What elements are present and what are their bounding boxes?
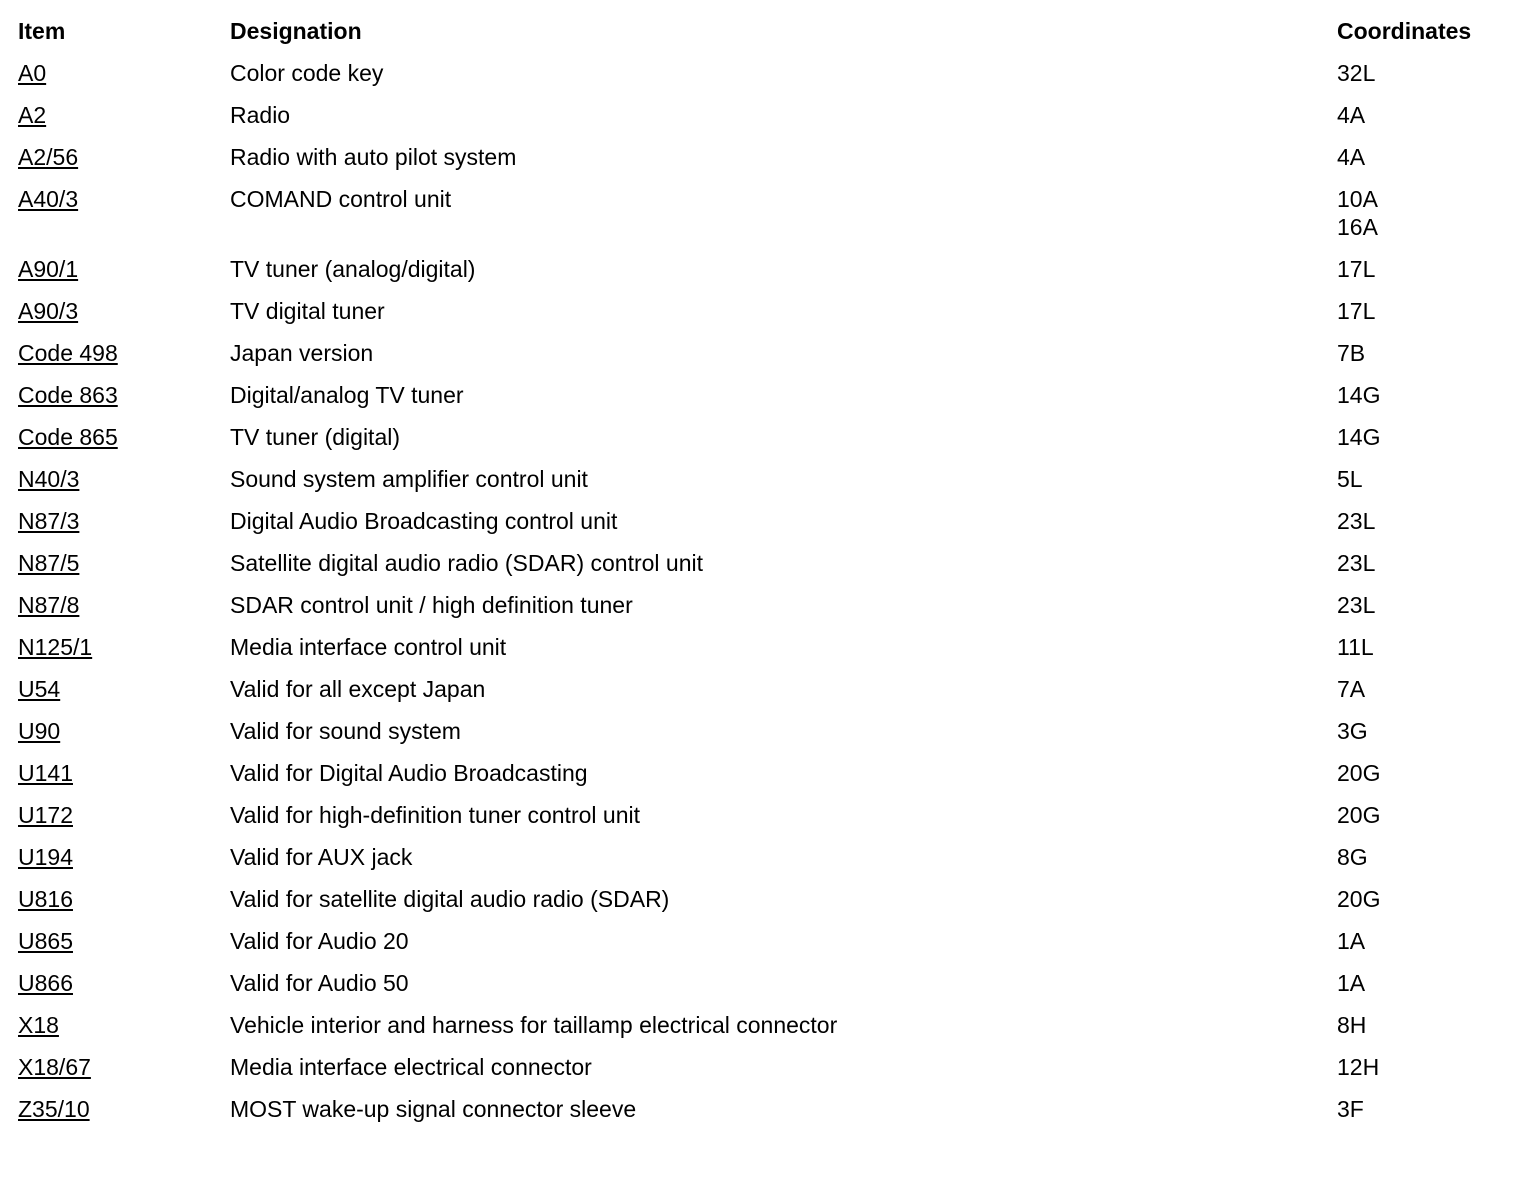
item-cell xyxy=(18,48,230,90)
item-cell xyxy=(18,622,230,664)
designation-cell: Valid for AUX jack xyxy=(230,844,413,870)
coordinate-value: 7A xyxy=(1337,676,1366,702)
table-row xyxy=(18,832,1507,874)
coordinate-value: 12H xyxy=(1337,1054,1380,1080)
item-cell xyxy=(18,132,230,174)
table-row xyxy=(18,664,1507,706)
coordinate-value: 20G xyxy=(1337,886,1381,912)
table-row xyxy=(18,286,1507,328)
item-link[interactable]: A90/1 xyxy=(18,256,79,282)
table-row xyxy=(18,328,1507,370)
coordinate-value: 14G xyxy=(1337,382,1381,408)
item-link[interactable]: U90 xyxy=(18,718,61,744)
designation-cell: Valid for Audio 20 xyxy=(230,928,409,954)
designation-cell: Valid for Digital Audio Broadcasting xyxy=(230,760,588,786)
table-row xyxy=(18,622,1507,664)
coordinates-cell xyxy=(1337,1084,1507,1126)
coordinates-cell xyxy=(1337,874,1507,916)
coordinate-value: 8G xyxy=(1337,844,1368,870)
item-link[interactable]: X18/67 xyxy=(18,1054,91,1080)
item-cell xyxy=(18,706,230,748)
coordinate-value: 23L xyxy=(1337,592,1376,618)
component-legend-table xyxy=(18,17,1507,1126)
table-header-row xyxy=(18,17,1507,48)
item-link[interactable]: A40/3 xyxy=(18,186,79,212)
coordinates-cell xyxy=(1337,90,1507,132)
item-link[interactable]: N40/3 xyxy=(18,466,80,492)
item-link[interactable]: A0 xyxy=(18,60,47,86)
designation-cell: Valid for satellite digital audio radio (SDAR) xyxy=(230,886,670,912)
item-cell xyxy=(18,454,230,496)
table-row xyxy=(18,454,1507,496)
item-cell xyxy=(18,958,230,1000)
item-cell xyxy=(18,790,230,832)
designation-cell: Media interface control unit xyxy=(230,634,507,660)
designation-cell: Digital/analog TV tuner xyxy=(230,382,464,408)
coordinates-cell xyxy=(1337,748,1507,790)
coordinates-cell xyxy=(1337,174,1507,244)
item-cell xyxy=(18,90,230,132)
table-row xyxy=(18,132,1507,174)
item-cell xyxy=(18,286,230,328)
item-link[interactable]: U194 xyxy=(18,844,73,870)
item-link[interactable]: A2 xyxy=(18,102,47,128)
table-row xyxy=(18,874,1507,916)
item-cell xyxy=(18,748,230,790)
table-row xyxy=(18,748,1507,790)
coordinate-value: 10A xyxy=(1337,186,1378,212)
coordinate-value: 3F xyxy=(1337,1096,1364,1122)
item-cell xyxy=(18,244,230,286)
item-cell xyxy=(18,664,230,706)
item-link[interactable]: N87/5 xyxy=(18,550,80,576)
designation-cell: Radio with auto pilot system xyxy=(230,144,517,170)
coordinates-column-header: Coordinates xyxy=(1337,18,1472,44)
coordinates-cell xyxy=(1337,790,1507,832)
table-row xyxy=(18,496,1507,538)
designation-cell: TV tuner (digital) xyxy=(230,424,401,450)
item-link[interactable]: U866 xyxy=(18,970,73,996)
item-link[interactable]: N125/1 xyxy=(18,634,93,660)
coordinates-cell xyxy=(1337,622,1507,664)
item-cell xyxy=(18,174,230,244)
item-link[interactable]: N87/3 xyxy=(18,508,80,534)
table-row xyxy=(18,916,1507,958)
designation-cell: Valid for all except Japan xyxy=(230,676,486,702)
coordinates-cell xyxy=(1337,664,1507,706)
coordinates-cell xyxy=(1337,496,1507,538)
coordinates-cell xyxy=(1337,412,1507,454)
designation-cell: Color code key xyxy=(230,60,384,86)
coordinate-value: 17L xyxy=(1337,298,1376,324)
table-row xyxy=(18,370,1507,412)
designation-cell: Japan version xyxy=(230,340,374,366)
coordinates-cell xyxy=(1337,328,1507,370)
item-cell xyxy=(18,1084,230,1126)
coordinates-cell xyxy=(1337,1000,1507,1042)
designation-cell: Sound system amplifier control unit xyxy=(230,466,588,492)
coordinate-value: 1A xyxy=(1337,928,1366,954)
item-link[interactable]: U172 xyxy=(18,802,73,828)
item-link[interactable]: A2/56 xyxy=(18,144,79,170)
table-row xyxy=(18,538,1507,580)
designation-cell: Media interface electrical connector xyxy=(230,1054,592,1080)
table-row xyxy=(18,174,1507,244)
coordinate-value: 3G xyxy=(1337,718,1368,744)
designation-cell: TV tuner (analog/digital) xyxy=(230,256,476,282)
table-row xyxy=(18,412,1507,454)
item-link[interactable]: Z35/10 xyxy=(18,1096,90,1122)
coordinates-cell xyxy=(1337,538,1507,580)
coordinate-value: 23L xyxy=(1337,508,1376,534)
coordinate-value: 20G xyxy=(1337,802,1381,828)
item-link[interactable]: U865 xyxy=(18,928,73,954)
table-row xyxy=(18,1000,1507,1042)
item-cell xyxy=(18,412,230,454)
coordinates-cell xyxy=(1337,832,1507,874)
coordinates-cell xyxy=(1337,706,1507,748)
item-link[interactable]: Code 865 xyxy=(18,424,118,450)
table-row xyxy=(18,706,1507,748)
item-cell xyxy=(18,916,230,958)
item-cell xyxy=(18,1000,230,1042)
item-link[interactable]: A90/3 xyxy=(18,298,79,324)
coordinates-cell xyxy=(1337,244,1507,286)
table-row xyxy=(18,958,1507,1000)
coordinate-value: 4A xyxy=(1337,144,1366,170)
item-cell xyxy=(18,580,230,622)
designation-cell: COMAND control unit xyxy=(230,186,452,212)
table-row xyxy=(18,580,1507,622)
designation-cell: Valid for high-definition tuner control unit xyxy=(230,802,640,828)
table-row xyxy=(18,1084,1507,1126)
coordinate-value: 14G xyxy=(1337,424,1381,450)
table-row xyxy=(18,244,1507,286)
item-link[interactable]: N87/8 xyxy=(18,592,80,618)
coordinates-cell xyxy=(1337,958,1507,1000)
designation-cell: Vehicle interior and harness for taillamp electrical connector xyxy=(230,1012,838,1038)
designation-cell: TV digital tuner xyxy=(230,298,385,324)
coordinate-value: 17L xyxy=(1337,256,1376,282)
designation-cell: MOST wake-up signal connector sleeve xyxy=(230,1096,637,1122)
item-link[interactable]: X18 xyxy=(18,1012,59,1038)
item-cell xyxy=(18,496,230,538)
coordinates-cell xyxy=(1337,286,1507,328)
coordinate-value: 8H xyxy=(1337,1012,1367,1038)
coordinates-cell xyxy=(1337,916,1507,958)
item-cell xyxy=(18,1042,230,1084)
item-cell xyxy=(18,538,230,580)
item-cell xyxy=(18,874,230,916)
designation-cell: Valid for Audio 50 xyxy=(230,970,409,996)
coordinates-cell xyxy=(1337,132,1507,174)
coordinate-value: 7B xyxy=(1337,340,1366,366)
item-link[interactable]: Code 498 xyxy=(18,340,118,366)
table-row xyxy=(18,48,1507,90)
coordinates-cell xyxy=(1337,454,1507,496)
table-body xyxy=(18,48,1507,1126)
designation-cell: Digital Audio Broadcasting control unit xyxy=(230,508,618,534)
item-cell xyxy=(18,370,230,412)
item-link[interactable]: U816 xyxy=(18,886,73,912)
coordinate-value: 5L xyxy=(1337,466,1363,492)
coordinates-cell xyxy=(1337,48,1507,90)
table-row xyxy=(18,790,1507,832)
coordinates-cell xyxy=(1337,1042,1507,1084)
coordinates-cell xyxy=(1337,370,1507,412)
designation-cell: Radio xyxy=(230,102,291,128)
table-row xyxy=(18,90,1507,132)
coordinate-value: 32L xyxy=(1337,60,1376,86)
table-row xyxy=(18,1042,1507,1084)
item-link[interactable]: Code 863 xyxy=(18,382,118,408)
coordinate-value: 1A xyxy=(1337,970,1366,996)
item-column-header: Item xyxy=(18,18,66,44)
coordinate-value: 4A xyxy=(1337,102,1366,128)
coordinate-value: 23L xyxy=(1337,550,1376,576)
coordinate-value: 16A xyxy=(1337,214,1378,240)
item-cell xyxy=(18,328,230,370)
item-link[interactable]: U141 xyxy=(18,760,73,786)
item-link[interactable]: U54 xyxy=(18,676,61,702)
designation-cell: Satellite digital audio radio (SDAR) control unit xyxy=(230,550,704,576)
item-cell xyxy=(18,832,230,874)
coordinates-cell xyxy=(1337,580,1507,622)
designation-column-header: Designation xyxy=(230,18,362,44)
coordinate-value: 20G xyxy=(1337,760,1381,786)
designation-cell: Valid for sound system xyxy=(230,718,461,744)
designation-cell: SDAR control unit / high definition tuner xyxy=(230,592,633,618)
coordinate-value: 11L xyxy=(1337,634,1374,660)
